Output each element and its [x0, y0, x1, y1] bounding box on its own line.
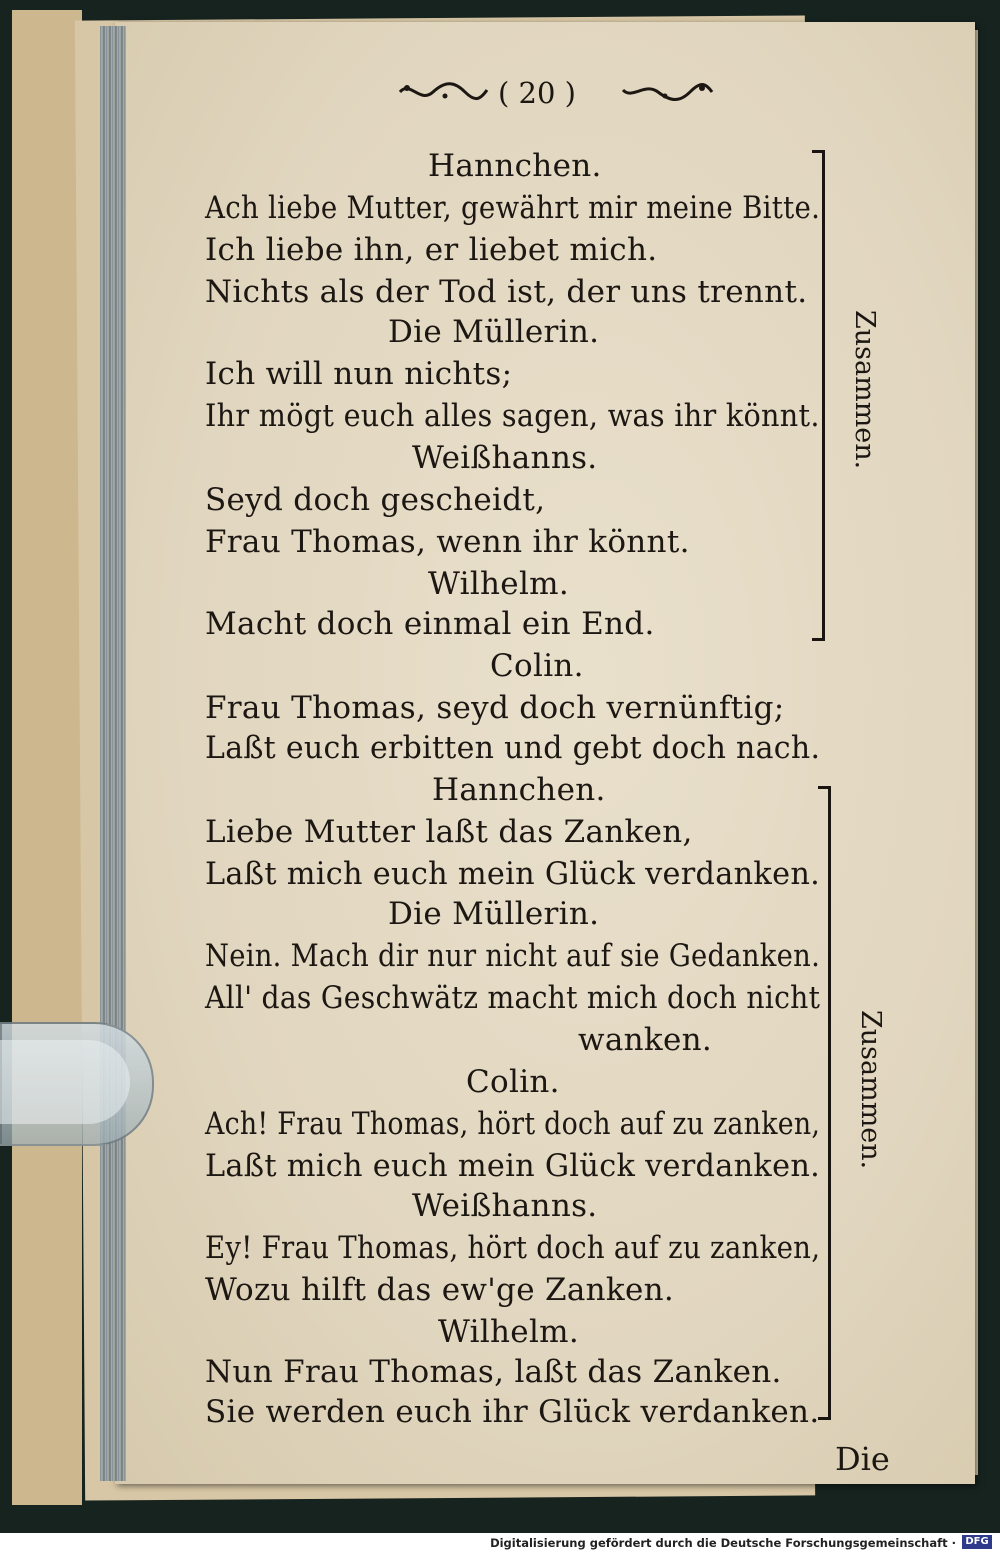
- speaker-name: Hannchen.: [428, 148, 602, 184]
- verse-line: Nein. Mach dir nur nicht auf sie Gedanken.: [205, 938, 821, 974]
- verse-line: Laßt mich euch mein Glück verdanken.: [205, 1148, 821, 1184]
- cover-edge: [12, 10, 82, 1505]
- verse-line: Ich liebe ihn, er liebet mich.: [205, 232, 658, 268]
- dfg-logo: DFG: [962, 1535, 992, 1549]
- speaker-name: Wilhelm.: [438, 1314, 580, 1350]
- verse-line: Frau Thomas, seyd doch vernünftig;: [205, 690, 785, 726]
- verse-line-continued: wanken.: [578, 1022, 713, 1058]
- left-ornament-icon: [395, 78, 490, 106]
- verse-line: Ich will nun nichts;: [205, 356, 513, 392]
- speaker-name: Colin.: [466, 1064, 560, 1100]
- speaker-name: Hannchen.: [432, 772, 606, 808]
- verse-line: All' das Geschwätz macht mich doch nicht: [205, 980, 821, 1016]
- verse-line: Liebe Mutter laßt das Zanken,: [205, 814, 693, 850]
- verse-line: Nun Frau Thomas, laßt das Zanken.: [205, 1354, 782, 1390]
- ensemble-label-1: Zusammen.: [849, 310, 880, 470]
- verse-line: Macht doch einmal ein End.: [205, 606, 655, 642]
- catchword: Die: [835, 1440, 890, 1478]
- right-ornament-icon: [620, 78, 715, 106]
- verse-line: Ey! Frau Thomas, hört doch auf zu zanken,: [205, 1230, 821, 1266]
- verse-line: Ach liebe Mutter, gewährt mir meine Bitte.: [205, 190, 821, 226]
- verse-line: Laßt mich euch mein Glück verdanken.: [205, 856, 821, 892]
- verse-line: Ach! Frau Thomas, hört doch auf zu zanken,: [205, 1106, 821, 1142]
- ensemble-bracket-1: [812, 150, 825, 641]
- speaker-name: Colin.: [490, 648, 584, 684]
- verse-line: Nichts als der Tod ist, der uns trennt.: [205, 274, 808, 310]
- page-edges: [100, 26, 126, 1481]
- verse-line: Wozu hilft das ew'ge Zanken.: [205, 1272, 675, 1308]
- book-clip-highlight: [0, 1040, 130, 1124]
- verse-line: Laßt euch erbitten und gebt doch nach.: [205, 730, 821, 766]
- speaker-name: Weißhanns.: [412, 1188, 598, 1224]
- speaker-name: Wilhelm.: [428, 566, 570, 602]
- ensemble-bracket-2: [818, 786, 831, 1420]
- verse-line: Ihr mögt euch alles sagen, was ihr könnt.: [205, 398, 820, 434]
- speaker-name: Weißhanns.: [412, 440, 598, 476]
- verse-line: Sie werden euch ihr Glück verdanken.: [205, 1394, 820, 1430]
- ensemble-label-2: Zusammen.: [855, 1010, 886, 1170]
- speaker-name: Die Müllerin.: [388, 314, 600, 350]
- speaker-name: Die Müllerin.: [388, 896, 600, 932]
- attribution-text: Digitalisierung gefördert durch die Deutsche Forschungsgemeinschaft ·: [490, 1536, 956, 1550]
- page-number: ( 20 ): [498, 76, 576, 110]
- verse-line: Frau Thomas, wenn ihr könnt.: [205, 524, 690, 560]
- verse-line: Seyd doch gescheidt,: [205, 482, 546, 518]
